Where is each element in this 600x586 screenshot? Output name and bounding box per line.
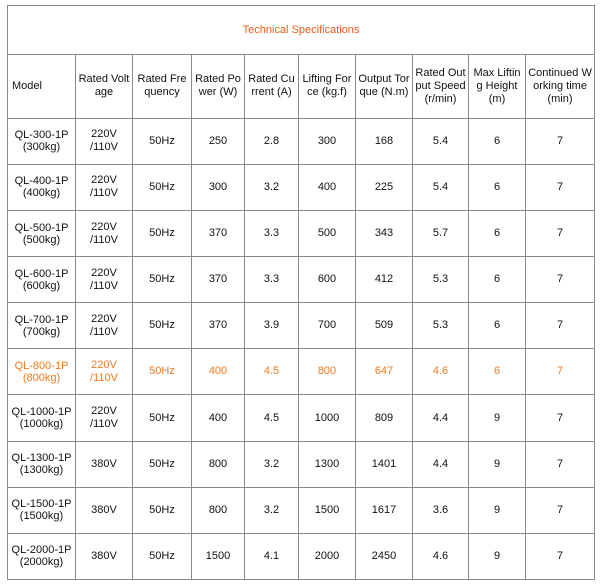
model-capacity: (300kg): [22, 141, 61, 154]
cell-voltage: [76, 395, 133, 441]
header-max-lifting-height: Max Lifting Height (m): [469, 55, 526, 119]
cell-lifting-height: 6: [469, 164, 526, 210]
table-row: [8, 487, 595, 533]
table-row: [8, 257, 595, 303]
cell-speed: 5.3: [413, 257, 469, 303]
cell-power: 370: [192, 303, 245, 349]
cell-lifting-force: 500: [299, 210, 356, 256]
model-name: QL-300-1P: [14, 129, 69, 142]
cell-speed: 5.4: [413, 118, 469, 164]
cell-torque: 1617: [356, 487, 413, 533]
header-output-torque: Output Torque (N.m): [356, 55, 413, 119]
cell-working-time: 7: [526, 349, 595, 395]
voltage-primary: 380V: [91, 503, 117, 516]
cell-current: 3.9: [245, 303, 299, 349]
model-capacity: (2000kg): [19, 556, 64, 569]
cell-frequency: 50Hz: [133, 349, 192, 395]
cell-working-time: 7: [526, 303, 595, 349]
voltage-primary: 220V: [91, 405, 117, 418]
cell-frequency: 50Hz: [133, 441, 192, 487]
cell-lifting-height: 9: [469, 441, 526, 487]
cell-lifting-height: 9: [469, 487, 526, 533]
cell-current: 2.8: [245, 118, 299, 164]
cell-working-time: 7: [526, 210, 595, 256]
cell-torque: 225: [356, 164, 413, 210]
cell-current: 3.2: [245, 164, 299, 210]
model-name: QL-400-1P: [14, 175, 69, 188]
cell-frequency: 50Hz: [133, 164, 192, 210]
model-capacity: (500kg): [22, 233, 61, 246]
cell-voltage: [76, 118, 133, 164]
cell-model: [8, 118, 76, 164]
cell-lifting-force: 700: [299, 303, 356, 349]
model-name: QL-1000-1P: [11, 406, 72, 419]
cell-current: 3.3: [245, 257, 299, 303]
header-model: Model: [8, 55, 76, 119]
cell-model: [8, 487, 76, 533]
cell-speed: 4.4: [413, 395, 469, 441]
cell-model: [8, 533, 76, 579]
cell-model: [8, 257, 76, 303]
cell-lifting-force: 600: [299, 257, 356, 303]
cell-voltage: [76, 441, 133, 487]
cell-speed: 4.6: [413, 349, 469, 395]
header-rated-voltage: Rated Voltage: [76, 55, 133, 119]
cell-frequency: 50Hz: [133, 257, 192, 303]
cell-voltage: [76, 257, 133, 303]
model-name: QL-1500-1P: [11, 498, 72, 511]
cell-working-time: 7: [526, 395, 595, 441]
cell-voltage: [76, 349, 133, 395]
cell-lifting-height: 6: [469, 303, 526, 349]
cell-speed: 4.4: [413, 441, 469, 487]
model-name: QL-800-1P: [14, 359, 69, 372]
cell-power: 250: [192, 118, 245, 164]
model-capacity: (800kg): [22, 371, 61, 384]
cell-frequency: 50Hz: [133, 395, 192, 441]
cell-torque: 168: [356, 118, 413, 164]
model-name: QL-700-1P: [14, 313, 69, 326]
cell-lifting-force: 300: [299, 118, 356, 164]
cell-working-time: 7: [526, 257, 595, 303]
cell-power: 370: [192, 257, 245, 303]
cell-torque: 2450: [356, 533, 413, 579]
cell-current: 4.5: [245, 395, 299, 441]
cell-lifting-force: 2000: [299, 533, 356, 579]
voltage-secondary: /110V: [90, 418, 118, 431]
voltage-secondary: /110V: [90, 141, 118, 154]
cell-speed: 5.3: [413, 303, 469, 349]
cell-working-time: 7: [526, 164, 595, 210]
model-capacity: (700kg): [22, 325, 61, 338]
cell-lifting-force: 1300: [299, 441, 356, 487]
cell-model: [8, 441, 76, 487]
cell-lifting-force: 1500: [299, 487, 356, 533]
cell-torque: 1401: [356, 441, 413, 487]
table-row: [8, 533, 595, 579]
table-row: [8, 349, 595, 395]
cell-power: 300: [192, 164, 245, 210]
cell-lifting-force: 1000: [299, 395, 356, 441]
cell-voltage: [76, 533, 133, 579]
voltage-secondary: /110V: [90, 325, 118, 338]
voltage-secondary: /110V: [90, 371, 118, 384]
cell-model: [8, 210, 76, 256]
cell-current: 3.3: [245, 210, 299, 256]
voltage-primary: 220V: [91, 128, 117, 141]
cell-torque: 412: [356, 257, 413, 303]
voltage-secondary: /110V: [90, 279, 118, 292]
cell-working-time: 7: [526, 118, 595, 164]
table-row: [8, 395, 595, 441]
header-rated-power: Rated Power (W): [192, 55, 245, 119]
header-rated-output-speed: Rated Output Speed(r/min): [413, 55, 469, 119]
cell-lifting-height: 9: [469, 533, 526, 579]
cell-lifting-height: 6: [469, 118, 526, 164]
table-row: [8, 118, 595, 164]
cell-lifting-height: 6: [469, 210, 526, 256]
cell-working-time: 7: [526, 533, 595, 579]
cell-frequency: 50Hz: [133, 118, 192, 164]
cell-power: 1500: [192, 533, 245, 579]
table-row: [8, 303, 595, 349]
model-name: QL-1300-1P: [11, 452, 72, 465]
model-name: QL-2000-1P: [11, 544, 72, 557]
cell-frequency: 50Hz: [133, 487, 192, 533]
cell-model: [8, 349, 76, 395]
cell-power: 800: [192, 487, 245, 533]
cell-lifting-force: 400: [299, 164, 356, 210]
cell-power: 370: [192, 210, 245, 256]
cell-voltage: [76, 210, 133, 256]
table-row: [8, 210, 595, 256]
cell-current: 4.5: [245, 349, 299, 395]
voltage-primary: 220V: [91, 358, 117, 371]
cell-model: [8, 395, 76, 441]
table-title: Technical Specifications: [8, 6, 595, 55]
model-capacity: (600kg): [22, 279, 61, 292]
cell-speed: 4.6: [413, 533, 469, 579]
model-name: QL-500-1P: [14, 221, 69, 234]
model-capacity: (1000kg): [19, 418, 64, 431]
cell-power: 400: [192, 349, 245, 395]
table-row: [8, 164, 595, 210]
voltage-secondary: /110V: [90, 233, 118, 246]
cell-lifting-height: 6: [469, 349, 526, 395]
model-capacity: (400kg): [22, 187, 61, 200]
cell-lifting-height: 9: [469, 395, 526, 441]
header-continued-working-time: Continued Working time(min): [526, 55, 595, 119]
cell-power: 800: [192, 441, 245, 487]
header-rated-frequency: Rated Frequency: [133, 55, 192, 119]
cell-voltage: [76, 487, 133, 533]
header-row: [8, 55, 595, 119]
cell-lifting-height: 6: [469, 257, 526, 303]
voltage-primary: 380V: [91, 549, 117, 562]
cell-current: 4.1: [245, 533, 299, 579]
header-rated-current: Rated Current (A): [245, 55, 299, 119]
cell-current: 3.2: [245, 487, 299, 533]
model-capacity: (1500kg): [19, 510, 64, 523]
cell-torque: 343: [356, 210, 413, 256]
cell-working-time: 7: [526, 441, 595, 487]
voltage-primary: 380V: [91, 457, 117, 470]
cell-torque: 809: [356, 395, 413, 441]
voltage-secondary: /110V: [90, 187, 118, 200]
cell-speed: 3.6: [413, 487, 469, 533]
model-capacity: (1300kg): [19, 464, 64, 477]
cell-torque: 509: [356, 303, 413, 349]
cell-torque: 647: [356, 349, 413, 395]
cell-voltage: [76, 164, 133, 210]
voltage-primary: 220V: [91, 174, 117, 187]
cell-working-time: 7: [526, 487, 595, 533]
cell-frequency: 50Hz: [133, 210, 192, 256]
cell-voltage: [76, 303, 133, 349]
cell-power: 400: [192, 395, 245, 441]
cell-model: [8, 164, 76, 210]
cell-speed: 5.4: [413, 164, 469, 210]
cell-speed: 5.7: [413, 210, 469, 256]
cell-model: [8, 303, 76, 349]
specifications-table: [7, 5, 595, 580]
model-name: QL-600-1P: [14, 267, 69, 280]
cell-lifting-force: 800: [299, 349, 356, 395]
voltage-primary: 220V: [91, 312, 117, 325]
title-row: [8, 6, 595, 55]
header-lifting-force: Lifting Force (kg.f): [299, 55, 356, 119]
cell-current: 3.2: [245, 441, 299, 487]
voltage-primary: 220V: [91, 266, 117, 279]
table-row: [8, 441, 595, 487]
voltage-primary: 220V: [91, 220, 117, 233]
cell-frequency: 50Hz: [133, 533, 192, 579]
cell-frequency: 50Hz: [133, 303, 192, 349]
